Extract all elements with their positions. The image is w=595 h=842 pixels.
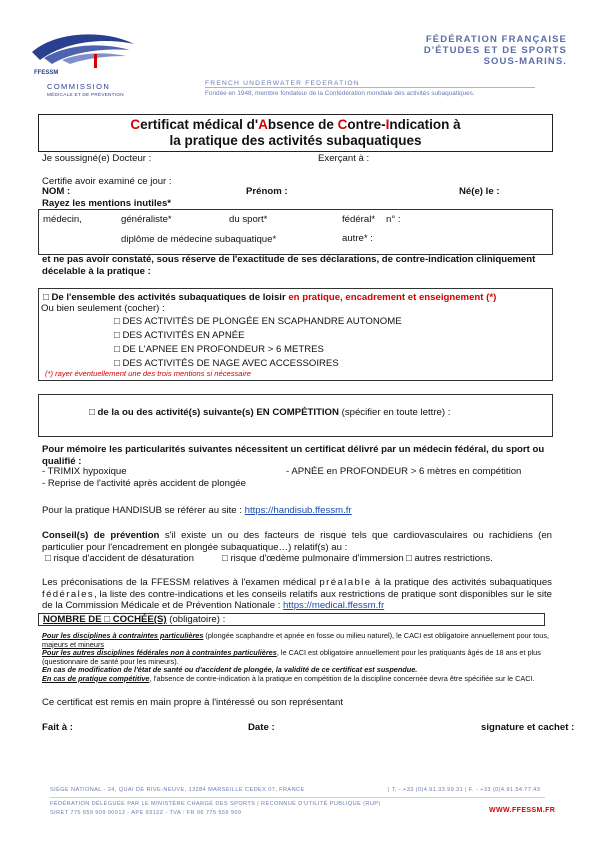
note1-text: (plongée scaphandre et apnée en fosse ou milieu naturel), le CACI est obligatoire annuellement pour tous, bbox=[203, 631, 550, 640]
rayez-label: Rayez les mentions inutiles* bbox=[42, 198, 172, 209]
note4-title: En cas de pratique compétitive bbox=[42, 673, 150, 683]
mention-autre: autre* : bbox=[342, 233, 373, 244]
conseil-option-autres[interactable]: □ autres restrictions. bbox=[406, 553, 493, 564]
mention-numero: n° : bbox=[386, 214, 401, 225]
logo-commission-sub: MÉDICALE ET DE PRÉVENTION bbox=[47, 92, 124, 97]
precon-federales: fédérales bbox=[42, 588, 95, 600]
precon-part1: Les préconisations de la FFESSM relatives à l'examen médical bbox=[42, 577, 316, 588]
handisub-line bbox=[42, 505, 352, 516]
preconisations-text bbox=[42, 577, 552, 612]
logo-commission: COMMISSION bbox=[47, 82, 111, 91]
exercant-label: Exerçant à : bbox=[318, 153, 370, 164]
note2-title: Pour les autres disciplines fédérales non à contraintes particulières bbox=[42, 648, 277, 658]
title-letter-c2: C bbox=[337, 117, 348, 132]
loisir-option-scaphandre[interactable]: □ DES ACTIVITÉS DE PLONGÉE EN SCAPHANDRE AUTONOME bbox=[114, 316, 402, 327]
title-part: ontre- bbox=[347, 117, 386, 132]
mention-generaliste: généraliste* bbox=[121, 214, 172, 225]
precon-part2: à la pratique des activités subaquatiques bbox=[374, 577, 552, 588]
title-part: ertificat médical d' bbox=[140, 117, 259, 132]
notes-block bbox=[42, 632, 550, 684]
footer-website-link[interactable]: WWW.FFESSM.FR bbox=[489, 807, 556, 814]
note2-text: , le CACI est obligatoire annuellement pour les pratiquants âgés de 18 ans et plus (questionnaire de santé pour les mineurs). bbox=[42, 648, 541, 666]
footer-siret: SIRET 775 559 909 00012 - APE 9312Z - TVA : FR 06 775 559 909 bbox=[50, 810, 242, 816]
note1-underline: majeurs et mineurs bbox=[42, 639, 105, 649]
loisir-heading-text: □ De l'ensemble des activités subaquatiques de loisir bbox=[43, 292, 289, 303]
soussigne-label: Je soussigné(e) Docteur : bbox=[42, 153, 152, 164]
mentions-box bbox=[38, 209, 553, 255]
certifie-label: Certifie avoir examiné ce jour : bbox=[42, 176, 172, 187]
date-label: Date : bbox=[248, 722, 275, 733]
title-part: bsence de bbox=[267, 117, 338, 132]
ffessm-logo-icon bbox=[22, 30, 140, 68]
precon-prealable: préalable bbox=[319, 577, 372, 588]
fed-fr-line1: FÉDÉRATION FRANÇAISE bbox=[425, 34, 567, 45]
loisir-note: (*) rayer éventuellement une des trois mentions si nécessaire bbox=[45, 369, 251, 378]
loisir-heading[interactable] bbox=[43, 292, 496, 303]
footer-tel: | T. - +33 (0)4.91.33.99.31 | F. - +33 (0)4.91.54.77.43 bbox=[388, 787, 541, 793]
signature-label: signature et cachet : bbox=[481, 722, 575, 733]
conseils-body: s'il existe un ou des facteurs de risque tels que cardiovasculaires ou rachidiens (en particulier pour l'encadrement en plongée subaquatique…) relatif(s) au : bbox=[42, 530, 553, 553]
mention-medecin: médecin, bbox=[43, 214, 82, 225]
federation-name-en: FRENCH UNDERWATER FEDERATION bbox=[205, 80, 360, 87]
note-autres bbox=[42, 649, 550, 666]
title-letter-a: A bbox=[258, 117, 268, 132]
footer-siege: SIÈGE NATIONAL - 24, QUAI DE RIVE-NEUVE, 13284 MARSEILLE CEDEX 07, FRANCE bbox=[50, 787, 305, 793]
logo-acronym: FFESSM bbox=[34, 70, 59, 76]
loisir-box bbox=[38, 288, 553, 381]
conseil-option-oedeme[interactable]: □ risque d'œdème pulmonaire d'immersion bbox=[222, 553, 404, 564]
handisub-link[interactable]: https://handisub.ffessm.fr bbox=[244, 505, 352, 516]
title-box bbox=[38, 114, 553, 152]
memoire-reprise: - Reprise de l'activité après accident de plongée bbox=[42, 478, 246, 489]
note-suspension: En cas de modification de l'état de santé ou d'accident de plongée, la validité de ce certificat est suspendue. bbox=[42, 665, 418, 675]
note-contraintes bbox=[42, 632, 550, 649]
competition-bold: □ de la ou des activité(s) suivante(s) EN COMPÉTITION bbox=[89, 407, 339, 418]
memoire-trimix: - TRIMIX hypoxique bbox=[42, 466, 127, 477]
naissance-label: Né(e) le : bbox=[459, 186, 500, 197]
conseil-option-desaturation[interactable]: □ risque d'accident de désaturation bbox=[45, 553, 194, 564]
note1-title: Pour les disciplines à contraintes particulières bbox=[42, 631, 204, 640]
fed-fr-line2: D'ÉTUDES ET DE SPORTS bbox=[423, 45, 567, 56]
note-competition bbox=[42, 675, 550, 684]
fait-label: Fait à : bbox=[42, 722, 73, 733]
loisir-option-nage[interactable]: □ DES ACTIVITÉS DE NAGE AVEC ACCESSOIRES bbox=[114, 358, 339, 369]
precon-part3: , la liste des contre-indications et les conseils relatifs aux restrictions de pratique sont disponibles sur le site de la Commission Médicale et de Prévention Nationale : bbox=[42, 588, 552, 611]
memoire-text: Pour mémoire les particularités suivantes nécessitent un certificat délivré par un médecin fédéral, du sport ou qualifié : bbox=[42, 444, 545, 467]
loisir-option-apnee-profondeur[interactable]: □ DE L'APNEE EN PROFONDEUR > 6 METRES bbox=[114, 344, 324, 355]
nombre-label-wrap bbox=[43, 614, 225, 625]
competition-box bbox=[38, 394, 553, 437]
loisir-ou: Ou bien seulement (cocher) : bbox=[41, 303, 165, 314]
title-line2: la pratique des activités subaquatiques bbox=[169, 133, 422, 148]
memoire-apnee: - APNÉE en PROFONDEUR > 6 mètres en compétition bbox=[286, 466, 522, 477]
title-letter-i: I bbox=[385, 117, 390, 132]
mention-sport: du sport* bbox=[229, 214, 268, 225]
fed-fr-line3: SOUS-MARINS. bbox=[483, 56, 567, 67]
prenom-label: Prénom : bbox=[246, 186, 288, 197]
nombre-box[interactable] bbox=[38, 613, 545, 626]
mention-diplome: diplôme de médecine subaquatique* bbox=[121, 234, 277, 245]
footer-divider bbox=[50, 797, 545, 798]
header-divider bbox=[205, 87, 535, 88]
note4-text: , l'absence de contre-indication à la pratique en compétition de la discipline concernée devra être spécifiée sur le CACI. bbox=[149, 673, 535, 683]
title-part: ndication à bbox=[389, 117, 461, 132]
nombre-suffix: (obligatoire) : bbox=[166, 614, 226, 625]
handisub-text: Pour la pratique HANDISUB se référer au site : bbox=[42, 505, 245, 516]
mention-federal: fédéral* bbox=[342, 214, 376, 225]
nom-label: NOM : bbox=[42, 186, 71, 197]
conseils-text bbox=[42, 530, 552, 553]
title-line1 bbox=[39, 117, 552, 133]
footer-delegation: FÉDÉRATION DÉLÉGUÉE PAR LE MINISTÈRE CHARGÉ DES SPORTS | RECONNUE D'UTILITÉ PUBLIQUE (RUP) bbox=[50, 801, 381, 807]
medical-link[interactable]: https://medical.ffessm.fr bbox=[283, 600, 385, 611]
federation-name-fr bbox=[424, 34, 567, 67]
conseils-bold: Conseil(s) de prévention bbox=[42, 530, 160, 541]
loisir-option-apnee[interactable]: □ DES ACTIVITÉS EN APNÉE bbox=[114, 330, 245, 341]
nombre-label: NOMBRE DE □ COCHÉE(S) bbox=[43, 614, 167, 625]
competition-option[interactable] bbox=[89, 407, 450, 418]
title-letter-c: C bbox=[130, 117, 141, 132]
federation-subtitle: Fondée en 1948, membre fondateur de la Confédération mondiale des activités subaquatiques. bbox=[205, 90, 475, 97]
remis-text: Ce certificat est remis en main propre à l'intéressé ou son représentant bbox=[42, 697, 343, 708]
loisir-heading-red: en pratique, encadrement et enseignement (*) bbox=[288, 292, 497, 303]
constat-text: et ne pas avoir constaté, sous réserve de l'exactitude de ses déclarations, de contre-indication cliniquement décelable à la pratique : bbox=[42, 254, 536, 277]
competition-normal: (spécifier en toute lettre) : bbox=[338, 407, 451, 418]
